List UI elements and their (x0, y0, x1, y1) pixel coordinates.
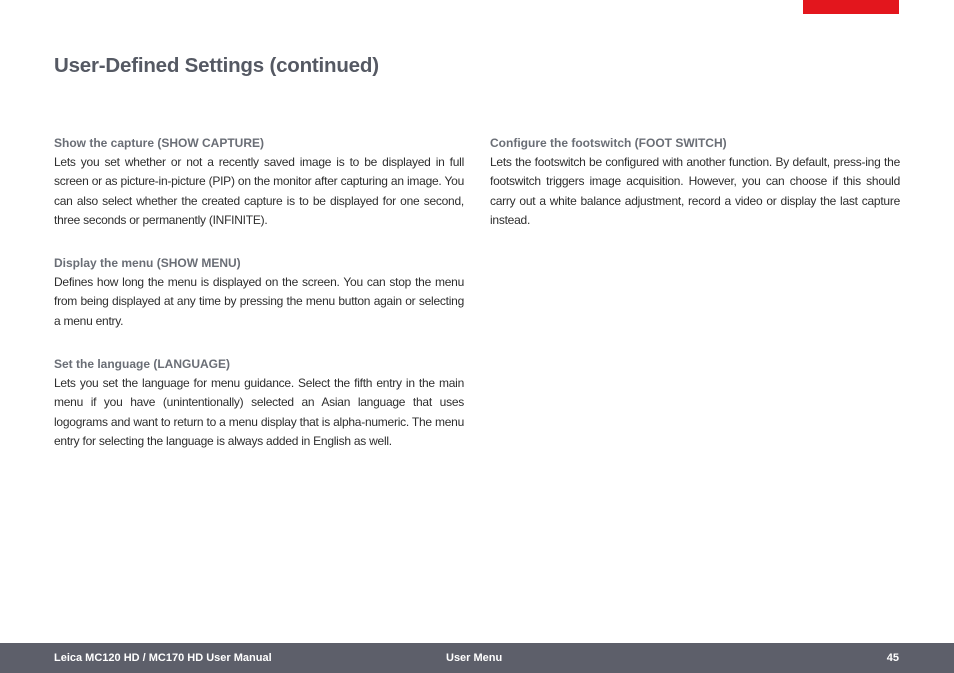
footer-manual-title: Leica MC120 HD / MC170 HD User Manual (54, 652, 272, 664)
section-body: Lets the footswitch be configured with another function. By default, press-ing the footswitch triggers image acquisition. However, you can choose if this should carry out a white balance adjustment, record a video or display the last capture instead. (490, 155, 900, 227)
page-title: User-Defined Settings (continued) (54, 54, 379, 77)
section-show-capture (54, 134, 464, 230)
section-heading: Display the menu (SHOW MENU) (54, 256, 241, 271)
section-body: Lets you set whether or not a recently saved image is to be displayed in full screen or as picture-in-picture (PIP) on the monitor after capturing an image. You can also select whether the created capture is to be displayed for one second, three seconds or permanently (INFINITE). (54, 155, 464, 227)
accent-tab (803, 0, 899, 14)
footer-chapter: User Menu (446, 652, 503, 664)
page-footer (0, 643, 954, 673)
right-column (490, 134, 900, 254)
left-column (54, 134, 464, 475)
section-heading: Show the capture (SHOW CAPTURE) (54, 136, 265, 150)
section-heading: Configure the footswitch (FOOT SWITCH) (490, 136, 727, 150)
footer-page-number: 45 (886, 652, 899, 664)
section-body: Lets you set the language for menu guidance. Select the fifth entry in the main menu if you have (unintentionally) selected an Asian language that uses logograms and want to return to a menu display that is alpha-numeric. The menu entry for selecting the language is always added in English as well. (54, 376, 464, 448)
section-heading: Set the language (LANGUAGE) (54, 357, 231, 372)
section-show-menu (54, 254, 464, 331)
section-language (54, 355, 464, 451)
section-foot-switch (490, 134, 900, 230)
section-body: Defines how long the menu is displayed on the screen. You can stop the menu from being displayed at any time by pressing the menu button again or selecting a menu entry. (54, 275, 464, 328)
